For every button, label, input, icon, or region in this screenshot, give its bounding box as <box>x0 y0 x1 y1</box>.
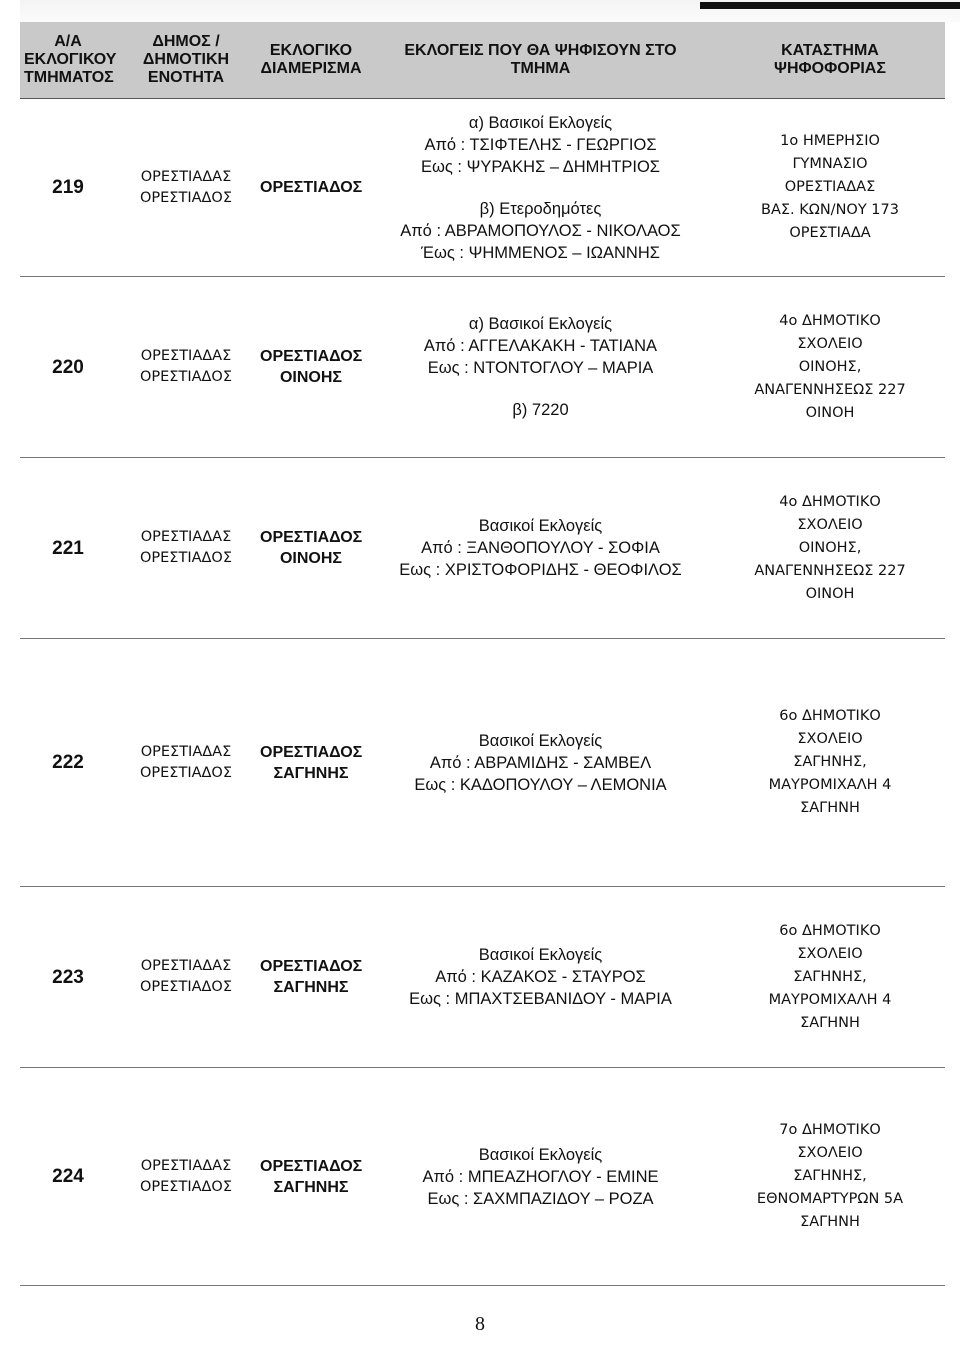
district-cell: ΟΡΕΣΤΙΑΔΟΣ ΣΑΓΗΝΗΣ <box>256 1068 366 1286</box>
header-electoral-district: ΕΚΛΟΓΙΚΟ ΔΙΑΜΕΡΙΣΜΑ <box>256 22 366 99</box>
section-number: 224 <box>20 1068 116 1286</box>
municipality-cell: ΟΡΕΣΤΙΑΔΑΣ ΟΡΕΣΤΙΑΔΟΣ <box>116 458 256 639</box>
section-number: 219 <box>20 99 116 277</box>
polling-place-cell: 6ο ΔΗΜΟΤΙΚΟ ΣΧΟΛΕΙΟ ΣΑΓΗΝΗΣ, ΜΑΥΡΟΜΙΧΑΛΗ 4 ΣΑΓΗΝΗ <box>715 639 945 887</box>
table-row <box>20 99 945 277</box>
district-cell: ΟΡΕΣΤΙΑΔΟΣ ΣΑΓΗΝΗΣ <box>256 639 366 887</box>
section-number: 223 <box>20 887 116 1068</box>
polling-place-cell: 4ο ΔΗΜΟΤΙΚΟ ΣΧΟΛΕΙΟ ΟΙΝΟΗΣ, ΑΝΑΓΕΝΝΗΣΕΩΣ 227 ΟΙΝΟΗ <box>715 458 945 639</box>
municipality-cell: ΟΡΕΣΤΙΑΔΑΣ ΟΡΕΣΤΙΑΔΟΣ <box>116 277 256 458</box>
polling-place-cell: 6ο ΔΗΜΟΤΙΚΟ ΣΧΟΛΕΙΟ ΣΑΓΗΝΗΣ, ΜΑΥΡΟΜΙΧΑΛΗ 4 ΣΑΓΗΝΗ <box>715 887 945 1068</box>
section-number: 221 <box>20 458 116 639</box>
district-cell: ΟΡΕΣΤΙΑΔΟΣ <box>256 99 366 277</box>
voters-cell: Βασικοί Εκλογείς Από : ΚΑΖΑΚΟΣ - ΣΤΑΥΡΟΣ Εως : ΜΠΑΧΤΣΕΒΑΝΙΔΟΥ - ΜΑΡΙΑ <box>366 887 715 1068</box>
district-cell: ΟΡΕΣΤΙΑΔΟΣ ΣΑΓΗΝΗΣ <box>256 887 366 1068</box>
table-row <box>20 639 945 887</box>
section-number: 220 <box>20 277 116 458</box>
header-municipality: ΔΗΜΟΣ / ΔΗΜΟΤΙΚΗ ΕΝΟΤΗΤΑ <box>116 22 256 99</box>
header-polling-place: ΚΑΤΑΣΤΗΜΑ ΨΗΦΟΦΟΡΙΑΣ <box>715 22 945 99</box>
district-cell: ΟΡΕΣΤΙΑΔΟΣ ΟΙΝΟΗΣ <box>256 277 366 458</box>
header-section-number: Α/Α ΕΚΛΟΓΙΚΟΥ ΤΜΗΜΑΤΟΣ <box>20 22 116 99</box>
municipality-cell: ΟΡΕΣΤΙΑΔΑΣ ΟΡΕΣΤΙΑΔΟΣ <box>116 1068 256 1286</box>
voters-cell: α) Βασικοί Εκλογείς Από : ΑΓΓΕΛΑΚΑΚΗ - ΤΑΤΙΑΝΑ Εως : ΝΤΟΝΤΟΓΛΟΥ – ΜΑΡΙΑ β) 7220 <box>366 277 715 458</box>
municipality-cell: ΟΡΕΣΤΙΑΔΑΣ ΟΡΕΣΤΙΑΔΟΣ <box>116 887 256 1068</box>
polling-place-cell: 1ο ΗΜΕΡΗΣΙΟ ΓΥΜΝΑΣΙΟ ΟΡΕΣΤΙΑΔΑΣ ΒΑΣ. ΚΩΝ/ΝΟΥ 173 ΟΡΕΣΤΙΑΔΑ <box>715 99 945 277</box>
polling-place-cell: 4ο ΔΗΜΟΤΙΚΟ ΣΧΟΛΕΙΟ ΟΙΝΟΗΣ, ΑΝΑΓΕΝΝΗΣΕΩΣ 227 ΟΙΝΟΗ <box>715 277 945 458</box>
voters-cell: Βασικοί Εκλογείς Από : ΞΑΝΘΟΠΟΥΛΟΥ - ΣΟΦΙΑ Εως : ΧΡΙΣΤΟΦΟΡΙΔΗΣ - ΘΕΟΦΙΛΟΣ <box>366 458 715 639</box>
table-row <box>20 458 945 639</box>
scan-top-edge <box>20 0 960 22</box>
district-cell: ΟΡΕΣΤΙΑΔΟΣ ΟΙΝΟΗΣ <box>256 458 366 639</box>
header-voters: ΕΚΛΟΓΕΙΣ ΠΟΥ ΘΑ ΨΗΦΙΣΟΥΝ ΣΤΟ ΤΜΗΜΑ <box>366 22 715 99</box>
section-number: 222 <box>20 639 116 887</box>
table-header-row <box>20 22 945 99</box>
voters-cell: Βασικοί Εκλογείς Από : ΑΒΡΑΜΙΔΗΣ - ΣΑΜΒΕΛ Εως : ΚΑΔΟΠΟΥΛΟΥ – ΛΕΜΟΝΙΑ <box>366 639 715 887</box>
municipality-cell: ΟΡΕΣΤΙΑΔΑΣ ΟΡΕΣΤΙΑΔΟΣ <box>116 639 256 887</box>
voters-cell: Βασικοί Εκλογείς Από : ΜΠΕΑΖΗΟΓΛΟΥ - ΕΜΙΝΕ Εως : ΣΑΧΜΠΑΖΙΔΟΥ – ΡΟΖΑ <box>366 1068 715 1286</box>
page-number: 8 <box>475 1313 485 1335</box>
table-row <box>20 277 945 458</box>
polling-stations-table <box>20 22 945 1286</box>
voters-cell: α) Βασικοί Εκλογείς Από : ΤΣΙΦΤΕΛΗΣ - ΓΕΩΡΓΙΟΣ Εως : ΨΥΡΑΚΗΣ – ΔΗΜΗΤΡΙΟΣ β) Ετεροδημότες Από : ΑΒΡΑΜΟΠΟΥΛΟΣ - ΝΙΚΟΛΑΟΣ Έως : ΨΗΜΜΕΝΟΣ – ΙΩΑΝΝΗΣ <box>366 99 715 277</box>
polling-place-cell: 7ο ΔΗΜΟΤΙΚΟ ΣΧΟΛΕΙΟ ΣΑΓΗΝΗΣ, ΕΘΝΟΜΑΡΤΥΡΩΝ 5Α ΣΑΓΗΝΗ <box>715 1068 945 1286</box>
table-row <box>20 1068 945 1286</box>
table-row <box>20 887 945 1068</box>
municipality-cell: ΟΡΕΣΤΙΑΔΑΣ ΟΡΕΣΤΙΑΔΟΣ <box>116 99 256 277</box>
